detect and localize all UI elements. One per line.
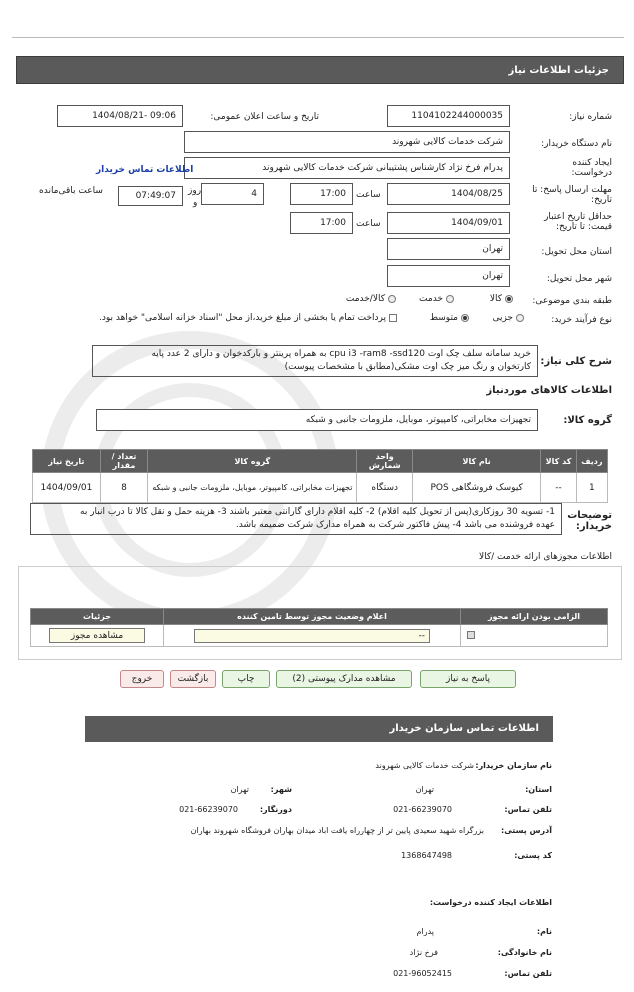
and-label: و [193, 198, 198, 208]
col-name: نام کالا [413, 450, 541, 473]
province-field: تهران [387, 238, 510, 260]
table-row [33, 473, 608, 503]
category-service-text: خدمت [419, 294, 443, 304]
cell-required [461, 625, 608, 647]
radio-selected-icon[interactable] [461, 314, 469, 322]
deadline-date-field: 1404/08/25 [387, 183, 510, 205]
process-partial-option[interactable] [492, 313, 524, 323]
buyer-contact-link[interactable]: اطلاعات تماس خریدار [96, 165, 194, 175]
remaining-time-field: 07:49:07 [118, 186, 183, 206]
contact-org-value: شرکت خدمات کالایی شهروند [375, 761, 474, 770]
creator-family-value: فرخ نژاد [409, 948, 438, 957]
col-status: اعلام وضعیت مجوز توسط تامین کننده [164, 609, 461, 625]
page-title: جزئیات اطلاعات نیاز [508, 65, 609, 76]
category-goods-service-option[interactable] [346, 294, 396, 304]
buyer-org-field: شرکت خدمات کالایی شهروند [184, 131, 510, 153]
creator-phone-value: 021-96052415 [393, 969, 452, 978]
process-medium-option[interactable] [430, 313, 469, 323]
process-partial-text: جزیی [492, 313, 513, 323]
announce-field: 1404/08/21- 09:06 [57, 105, 183, 127]
licenses-title: اطلاعات مجوزهای ارائه خدمت /کالا [478, 552, 612, 562]
contact-org-label: نام سازمان خریدار: [475, 761, 552, 770]
category-goods-option[interactable] [490, 294, 513, 304]
checkbox-checked-icon [467, 631, 475, 639]
cell-group: تجهیزات مخابراتی، کامپیوتر، موبایل، ملزومات جانبی و شبکه [148, 473, 357, 503]
goods-group-label: گروه کالا: [563, 415, 612, 426]
col-row: ردیف [576, 450, 607, 473]
days-field: 4 [201, 183, 264, 205]
creator-name-label: نام: [536, 927, 552, 936]
radio-empty-icon[interactable] [446, 295, 454, 303]
cell-date: 1404/09/01 [33, 473, 101, 503]
page-header [16, 56, 624, 84]
category-service-option[interactable] [419, 294, 454, 304]
buyer-notes-label: توضیحات خریدار: [567, 510, 612, 532]
contact-address-value: بزرگراه شهید سعیدی پایین تر از چهارراه یافت اباد میدان بهاران فروشگاه شهروند بهاران [190, 826, 484, 835]
col-code: کد کالا [541, 450, 576, 473]
payment-note-text: پرداخت تمام یا بخشی از مبلغ خرید،از محل "اسناد خزانه اسلامی" خواهد بود. [98, 313, 386, 323]
cell-status [164, 625, 461, 647]
cell-unit: دستگاه [357, 473, 413, 503]
licenses-table-header [31, 609, 608, 625]
province-label: استان محل تحویل: [541, 247, 612, 257]
contact-province-value: تهران [415, 785, 434, 794]
description-line-1: خرید سامانه سلف چک اوت cpu i3 -ram8 -ssd120 به همراه پرینتر و بارکدخوان و دارای 2 عدد پایه [151, 349, 531, 359]
buyer-notes-line-1: 1- تسویه 30 روزکاری(پس از تحویل کلیه اقلام) 2- کلیه اقلام دارای گارانتی معتبر باشند 3- هزینه حمل و نقل کالا تا درب انبار به [80, 507, 555, 517]
print-button[interactable]: چاپ [222, 670, 270, 688]
creator-family-label: نام خانوادگی: [497, 948, 552, 957]
process-label: نوع فرآیند خرید: [551, 315, 612, 325]
contact-header [85, 716, 553, 742]
contact-fax-label: دورنگار: [259, 805, 292, 814]
items-table-header [33, 450, 608, 473]
creator-phone-label: تلفن تماس: [504, 969, 552, 978]
col-qty: تعداد / مقدار [100, 450, 147, 473]
creator-field: پدرام فرخ نژاد کارشناس پشتیبانی شرکت خدمات کالایی شهروند [184, 157, 510, 179]
deadline-label: مهلت ارسال پاسخ: تا تاریخ: [532, 185, 612, 205]
contact-address-label: آدرس پستی: [501, 826, 552, 835]
creator-info-title: اطلاعات ایجاد کننده درخواست: [429, 898, 552, 907]
col-unit: واحد شمارش [357, 450, 413, 473]
contact-postal-label: کد پستی: [514, 851, 552, 860]
goods-info-title: اطلاعات کالاهای موردنیاز [486, 385, 612, 396]
contact-city-label: شهر: [270, 785, 292, 794]
cell-details [31, 625, 164, 647]
col-group: گروه کالا [148, 450, 357, 473]
buyer-org-label: نام دستگاه خریدار: [541, 139, 612, 149]
contact-postal-value: 1368647498 [401, 851, 452, 860]
validity-label: حداقل تاریخ اعتبار قیمت: تا تاریخ: [544, 212, 612, 232]
description-label: شرح کلی نیاز: [540, 356, 612, 367]
remaining-label: ساعت باقی‌مانده [39, 186, 103, 196]
description-box [92, 345, 538, 377]
creator-label: ایجاد کننده درخواست: [571, 158, 612, 178]
category-goods-service-text: کالا/خدمت [345, 294, 385, 304]
back-button[interactable]: بازگشت [170, 670, 216, 688]
radio-selected-icon[interactable] [505, 295, 513, 303]
licenses-table [30, 608, 608, 647]
validity-time-label: ساعت [356, 219, 381, 229]
contact-phone-value: 021-66239070 [393, 805, 452, 814]
city-field: تهران [387, 265, 510, 287]
description-line-2: کارتخوان و رنگ میز چک اوت مشکی(مطابق با مشخصات پیوست) [284, 362, 531, 372]
contact-province-label: استان: [525, 785, 552, 794]
days-label: روز [188, 186, 202, 196]
need-number-field: 1104102244000035 [387, 105, 510, 127]
contact-city-value: تهران [230, 785, 249, 794]
validity-date-field: 1404/09/01 [387, 212, 510, 234]
contact-phone-label: تلفن تماس: [504, 805, 552, 814]
exit-button[interactable]: خروج [120, 670, 164, 688]
process-medium-text: متوسط [429, 313, 458, 323]
cell-qty: 8 [100, 473, 147, 503]
checkbox-icon[interactable] [389, 314, 397, 322]
goods-group-field: تجهیزات مخابراتی، کامپیوتر، موبایل، ملزومات جانبی و شبکه [96, 409, 538, 431]
announce-label: تاریخ و ساعت اعلان عمومی: [210, 112, 319, 122]
validity-time-field: 17:00 [290, 212, 353, 234]
city-label: شهر محل تحویل: [546, 274, 612, 284]
buyer-notes-line-2: عهده فروشنده می باشد 4- پیش فاکتور شرکت به همراه مدارک شرکت ضمیمه باشد. [235, 520, 555, 530]
need-number-label: شماره نیاز: [569, 112, 612, 122]
radio-empty-icon[interactable] [388, 295, 396, 303]
deadline-time-label: ساعت [356, 190, 381, 200]
view-license-button[interactable]: مشاهده مجوز [49, 628, 145, 643]
col-details: جزئیات [31, 609, 164, 625]
cell-row: 1 [576, 473, 607, 503]
attachments-button[interactable]: مشاهده مدارک پیوستی (2) [276, 670, 412, 688]
creator-name-value: پدرام [416, 927, 434, 936]
items-table [32, 449, 608, 503]
col-date: تاریخ نیاز [33, 450, 101, 473]
buyer-notes-box [30, 503, 562, 535]
license-status-field[interactable]: -- [194, 629, 430, 643]
category-goods-text: کالا [489, 294, 502, 304]
deadline-time-field: 17:00 [290, 183, 353, 205]
radio-empty-icon[interactable] [516, 314, 524, 322]
contact-fax-value: 021-66239070 [179, 805, 238, 814]
payment-note [99, 313, 397, 323]
col-required: الزامی بودن ارائه مجوز [461, 609, 608, 625]
top-divider [12, 37, 624, 38]
cell-code: -- [541, 473, 576, 503]
reply-button[interactable]: پاسخ به نیاز [420, 670, 516, 688]
category-label: طبقه بندی موضوعی: [532, 296, 612, 306]
contact-title: اطلاعات تماس سازمان خریدار [389, 723, 539, 734]
table-row [31, 625, 608, 647]
cell-name: کیوسک فروشگاهی POS [413, 473, 541, 503]
